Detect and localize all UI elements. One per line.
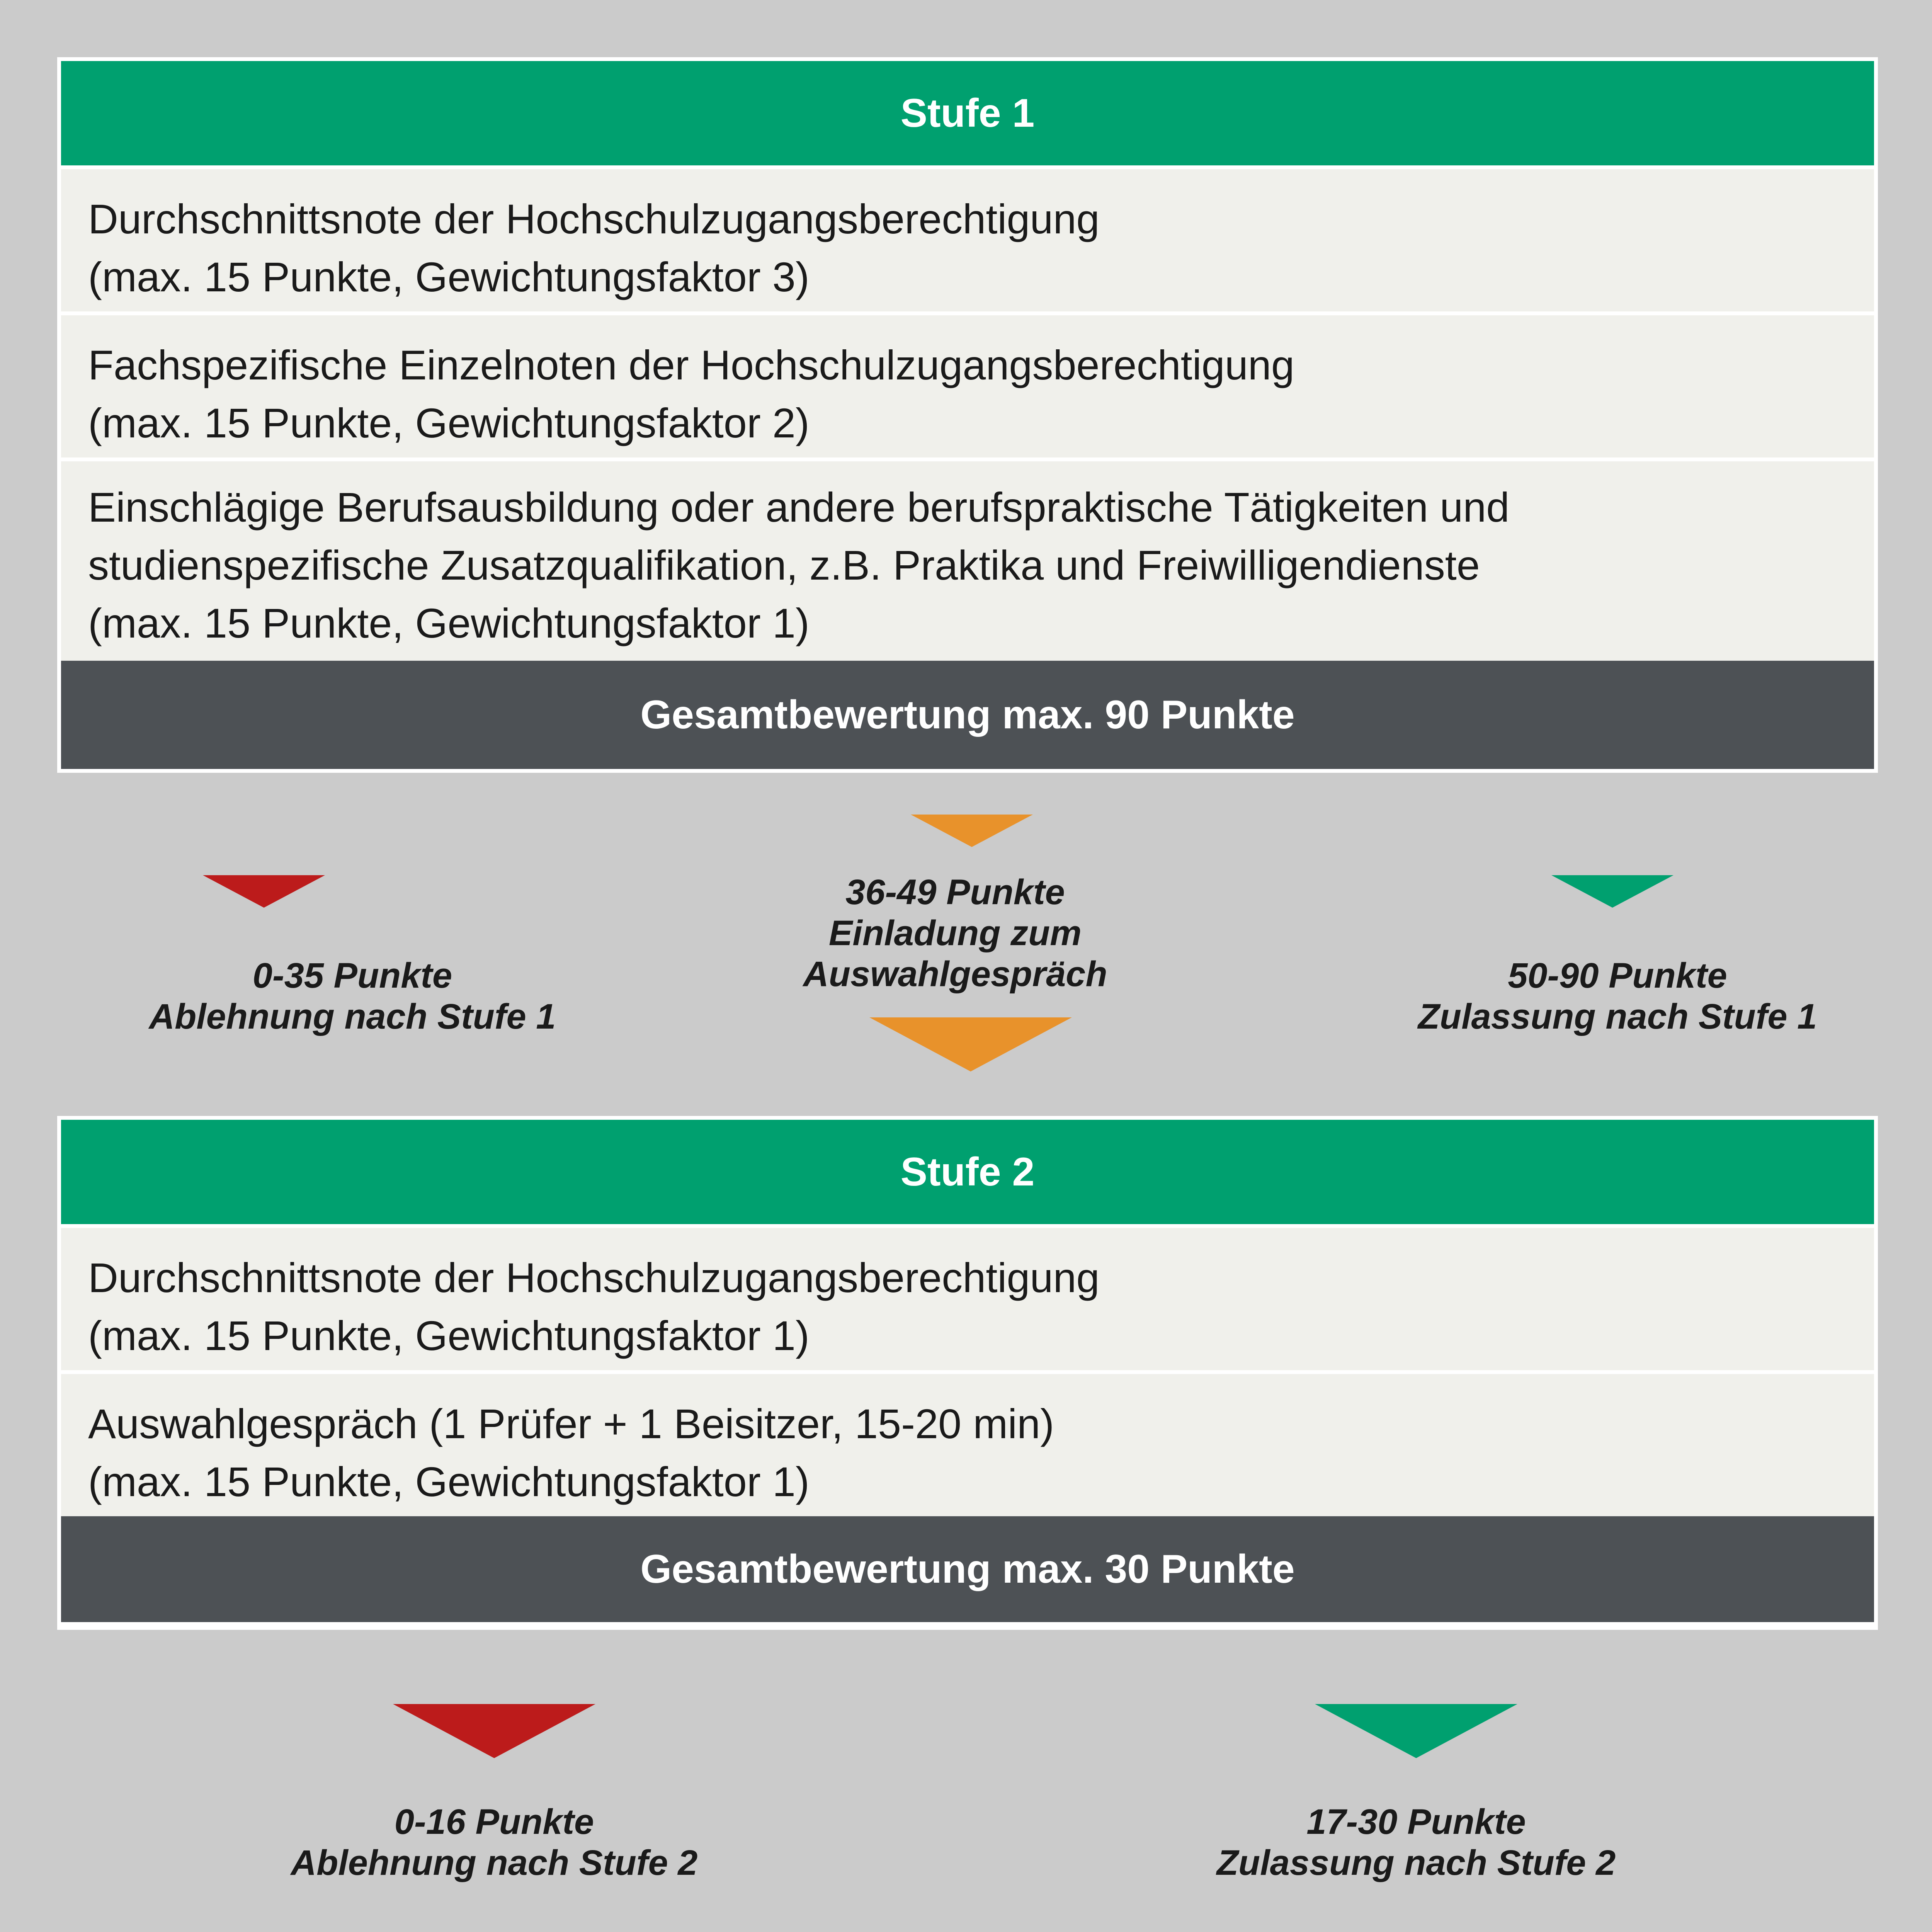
criterion-text: Auswahlgespräch (1 Prüfer + 1 Beisitzer, 15-20 min): [88, 1400, 1054, 1447]
accept-arrow-icon: [1551, 875, 1673, 908]
points-range: 36-49 Punkte: [845, 872, 1065, 912]
stage2-criterion-1: [61, 1228, 1874, 1370]
stage1-reject-label: [82, 955, 623, 1037]
points-range: 50-90 Punkte: [1508, 956, 1727, 995]
stage2-reject-label: [224, 1801, 765, 1883]
criterion-text: Einschlägige Berufsausbildung oder andere berufspraktische Tätigkeiten und: [88, 484, 1510, 531]
interview-arrow-icon: [911, 815, 1033, 847]
stage1-criterion-1: [61, 169, 1874, 311]
outcome-text: Einladung zum: [828, 913, 1082, 953]
stage2-accept-label: [1146, 1801, 1687, 1883]
stage2-criterion-2: [61, 1374, 1874, 1516]
stage2-title: Stufe 2: [61, 1120, 1874, 1224]
stage1-total: Gesamtbewertung max. 90 Punkte: [61, 661, 1874, 769]
outcome-text: Zulassung nach Stufe 1: [1418, 997, 1817, 1036]
outcome-text: Ablehnung nach Stufe 2: [291, 1843, 698, 1883]
criterion-weight: (max. 15 Punkte, Gewichtungsfaktor 1): [88, 600, 810, 646]
reject-arrow-icon: [203, 875, 325, 908]
accept-arrow-icon: [1315, 1704, 1517, 1758]
stage1-criterion-3: [61, 461, 1874, 661]
criterion-text: studienspezifische Zusatzqualifikation, z.B. Praktika und Freiwilligendienste: [88, 542, 1480, 588]
points-range: 17-30 Punkte: [1306, 1802, 1526, 1842]
criterion-weight: (max. 15 Punkte, Gewichtungsfaktor 1): [88, 1458, 810, 1505]
criterion-weight: (max. 15 Punkte, Gewichtungsfaktor 2): [88, 400, 810, 446]
stage1-accept-label: [1347, 955, 1888, 1037]
stage2-box: [57, 1116, 1878, 1630]
criterion-weight: (max. 15 Punkte, Gewichtungsfaktor 3): [88, 253, 810, 300]
outcome-text: Auswahlgespräch: [803, 954, 1107, 994]
outcome-text: Zulassung nach Stufe 2: [1216, 1843, 1616, 1883]
points-range: 0-35 Punkte: [252, 956, 452, 995]
stage1-criterion-2: [61, 315, 1874, 457]
criterion-text: Durchschnittsnote der Hochschulzugangsberechtigung: [88, 1254, 1100, 1301]
stage2-total: Gesamtbewertung max. 30 Punkte: [61, 1516, 1874, 1622]
criterion-text: Durchschnittsnote der Hochschulzugangsberechtigung: [88, 196, 1100, 242]
points-range: 0-16 Punkte: [394, 1802, 594, 1842]
outcome-text: Ablehnung nach Stufe 1: [149, 997, 556, 1036]
reject-arrow-icon: [393, 1704, 595, 1758]
stage1-title: Stufe 1: [61, 61, 1874, 165]
stage1-box: [57, 57, 1878, 773]
interview-to-stage2-arrow-icon: [869, 1017, 1072, 1071]
criterion-weight: (max. 15 Punkte, Gewichtungsfaktor 1): [88, 1312, 810, 1359]
criterion-text: Fachspezifische Einzelnoten der Hochschulzugangsberechtigung: [88, 342, 1294, 388]
stage1-interview-label: [685, 872, 1226, 995]
